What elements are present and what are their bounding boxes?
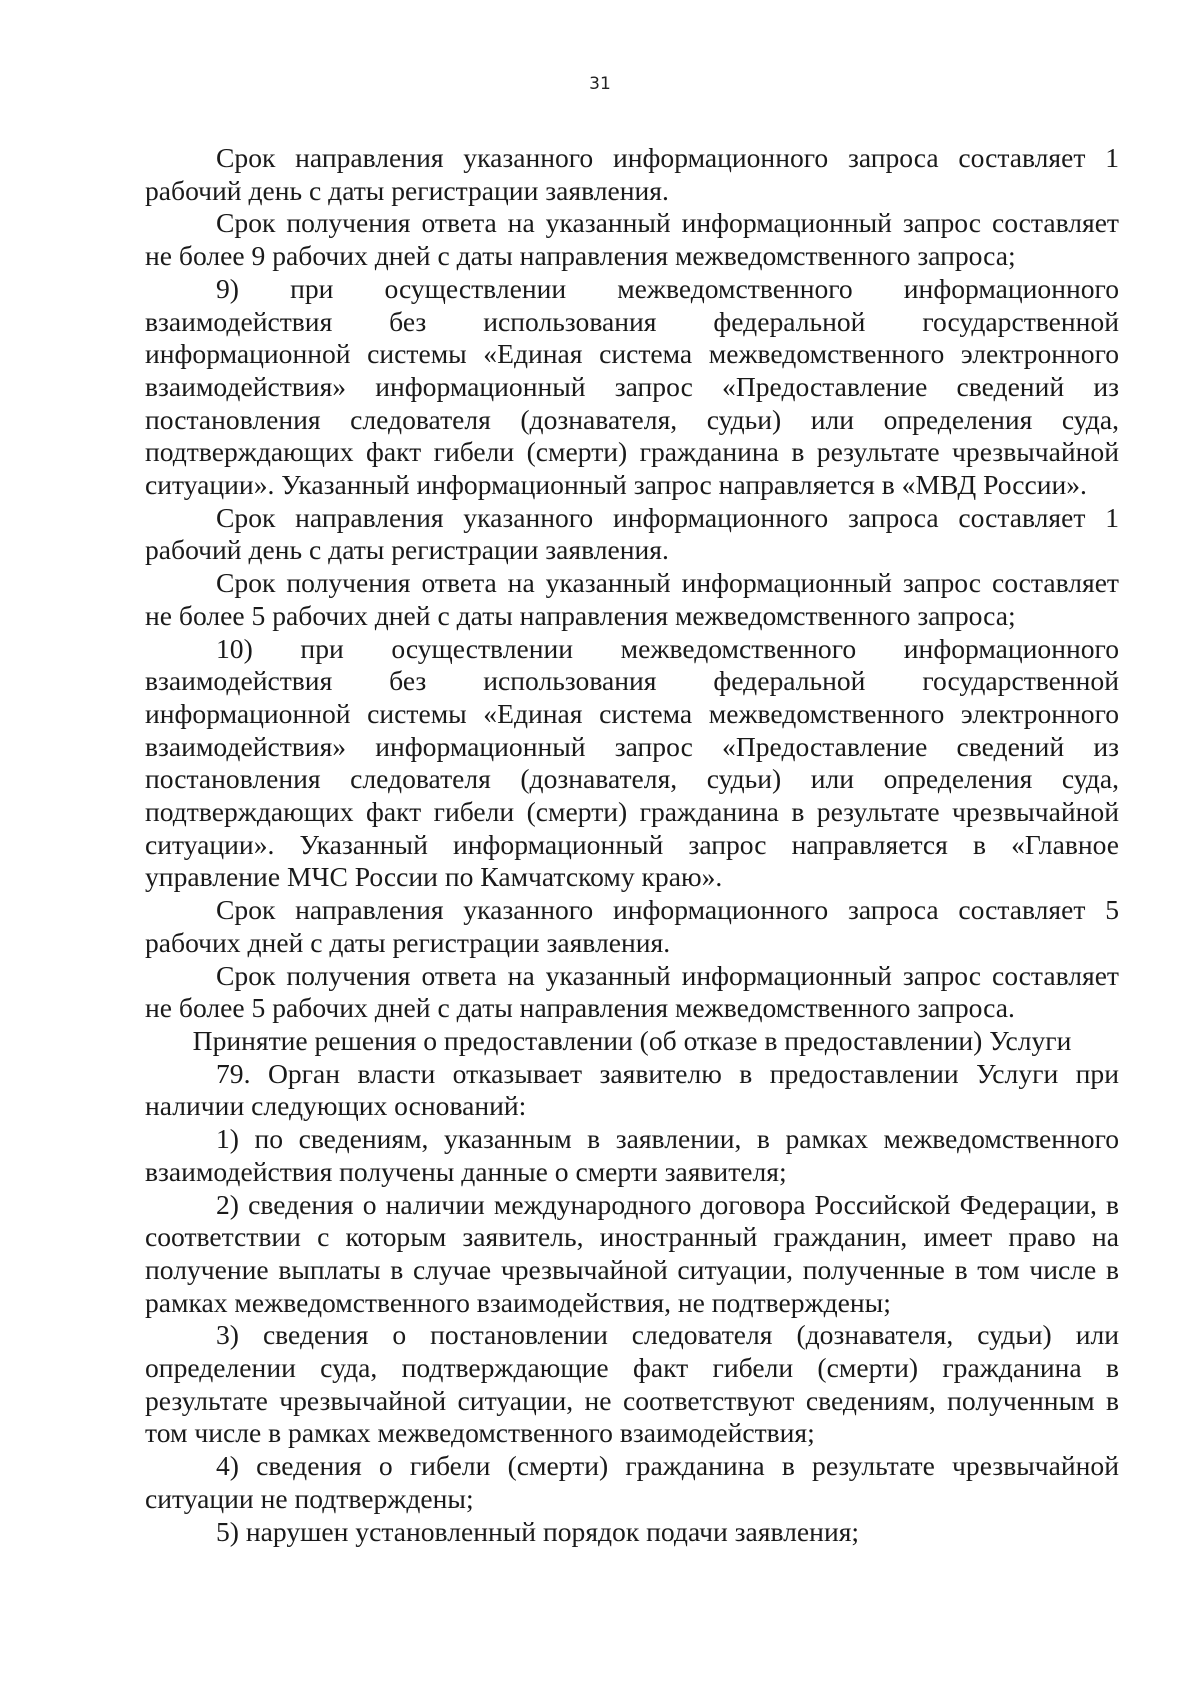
paragraph: Срок направления указанного информационного запроса составляет 5 рабочих дней с даты регистрации заявления. (145, 894, 1119, 958)
list-item: 1) по сведениям, указанным в заявлении, в рамках межведомственного взаимодействия получены данные о смерти заявителя; (145, 1123, 1119, 1187)
paragraph: Срок получения ответа на указанный информационный запрос составляет не более 9 рабочих дней с даты направления межведомственного запроса; (145, 207, 1119, 272)
list-item: 3) сведения о постановлении следователя (дознавателя, судьи) или определении суда, подтверждающие факт гибели (смерти) гражданина в результате чрезвычайной ситуации, не соответствуют сведениям, полученным в том числе в рамках межведомственного взаимодействия; (145, 1319, 1119, 1449)
list-item: 10) при осуществлении межведомственного информационного взаимодействия без использования федеральной государственной информационной системы «Единая система межведомственного электронного взаимодействия» информационный запрос «Предоставление сведений из постановления следователя (дознавателя, судьи) или определения суда, подтверждающих факт гибели (смерти) гражданина в результате чрезвычайной ситуации». Указанный информационный запрос направляется в «Главное управление МЧС России по Камчатскому краю». (145, 632, 1119, 893)
page-number: 31 (589, 74, 611, 94)
list-item: 9) при осуществлении межведомственного информационного взаимодействия без использования федеральной государственной информационной системы «Единая система межведомственного электронного взаимодействия» информационный запрос «Предоставление сведений из постановления следователя (дознавателя, судьи) или определения суда, подтверждающих факт гибели (смерти) гражданина в результате чрезвычайной ситуации». Указанный информационный запрос направляется в «МВД России». (145, 272, 1119, 501)
list-item: 4) сведения о гибели (смерти) гражданина в результате чрезвычайной ситуации не подтверждены; (145, 1450, 1119, 1514)
document-body (145, 142, 1119, 1548)
paragraph: Срок направления указанного информационного запроса составляет 1 рабочий день с даты регистрации заявления. (145, 501, 1119, 566)
paragraph: Срок получения ответа на указанный информационный запрос составляет не более 5 рабочих дней с даты направления межведомственного запроса; (145, 567, 1119, 631)
paragraph: Срок получения ответа на указанный информационный запрос составляет не более 5 рабочих дней с даты направления межведомственного запроса. (145, 959, 1119, 1024)
clause-79: 79. Орган власти отказывает заявителю в предоставлении Услуги при наличии следующих оснований: (145, 1057, 1119, 1122)
list-item: 5) нарушен установленный порядок подачи заявления; (216, 1515, 860, 1547)
list-item: 2) сведения о наличии международного договора Российской Федерации, в соответствии с которым заявитель, иностранный гражданин, имеет право на получение выплаты в случае чрезвычайной ситуации, полученные в том числе в рамках межведомственного взаимодействия, не подтверждены; (145, 1188, 1119, 1318)
section-heading: Принятие решения о предоставлении (об отказе в предоставлении) Услуги (192, 1024, 1072, 1056)
paragraph: Срок направления указанного информационного запроса составляет 1 рабочий день с даты регистрации заявления. (145, 142, 1119, 206)
